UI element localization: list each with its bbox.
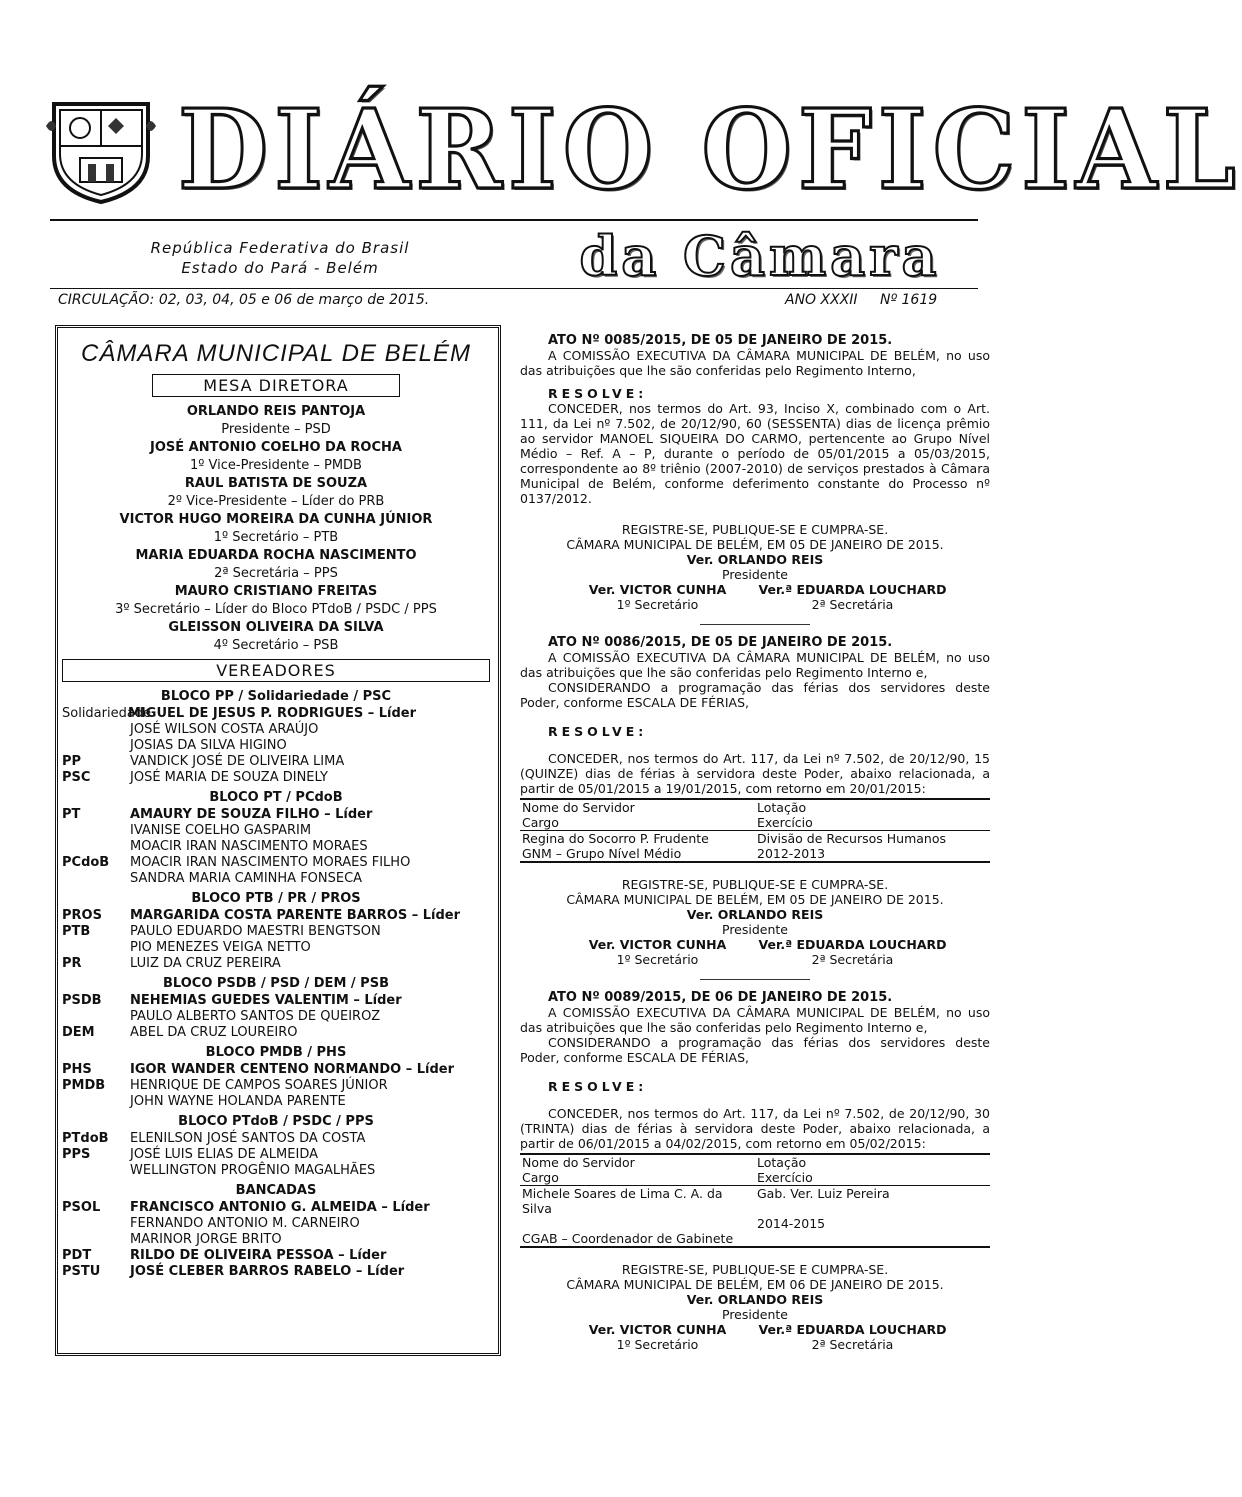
table-header-cell: Lotação <box>755 1154 990 1170</box>
vereador-row <box>62 706 490 722</box>
vereador-name: MARINOR JORGE BRITO <box>130 1232 282 1247</box>
bloco-title: BLOCO PT / PCdoB <box>209 790 343 805</box>
vereador-name: FERNANDO ANTONIO M. CARNEIRO <box>130 1216 360 1231</box>
vereador-row <box>62 823 490 839</box>
vereador-party <box>62 1009 130 1025</box>
signature-secretary-1 <box>560 937 755 967</box>
vereador-row <box>62 1216 490 1232</box>
vereador-party: PPS <box>62 1147 91 1162</box>
bloco-title: BLOCO PSDB / PSD / DEM / PSB <box>163 976 389 991</box>
vereador-party: PP <box>62 754 82 769</box>
vereador-name: ELENILSON JOSÉ SANTOS DA COSTA <box>130 1131 366 1146</box>
vereador-row <box>62 1131 490 1147</box>
ato-block <box>520 333 990 625</box>
vereador-party: PSC <box>62 770 91 785</box>
president-role: Presidente <box>722 567 788 582</box>
vereador-name: MOACIR IRAN NASCIMENTO MORAES FILHO <box>130 855 411 870</box>
vereador-party: PT <box>62 807 81 822</box>
vereador-row <box>62 1147 490 1163</box>
place-date: CÂMARA MUNICIPAL DE BELÉM, EM 05 DE JANEIRO DE 2015. <box>566 892 944 907</box>
ato-intro: A COMISSÃO EXECUTIVA DA CÂMARA MUNICIPAL DE BELÉM, no uso das atribuições que lhe são conferidas pelo Regimento Interno, <box>520 348 990 378</box>
vereador-party: Solidariedade <box>62 706 152 721</box>
ato-intro: A COMISSÃO EXECUTIVA DA CÂMARA MUNICIPAL DE BELÉM, no uso das atribuições que lhe são conferidas pelo Regimento Interno e, <box>520 650 990 680</box>
ato-body: CONCEDER, nos termos do Art. 117, da Lei nº 7.502, de 20/12/90, 30 (TRINTA) dias de férias à servidora deste Poder, abaixo relacionada, a partir de 06/01/2015 a 04/02/2015, com retorno em 05/02/2015: <box>520 1106 990 1151</box>
table-header-cell: Cargo <box>520 815 755 831</box>
vereador-name: NEHEMIAS GUEDES VALENTIM – Líder <box>130 993 402 1008</box>
table-cell: Divisão de Recursos Humanos <box>757 831 946 846</box>
vereador-party: PTdoB <box>62 1131 109 1146</box>
acts-column <box>520 333 990 1352</box>
mesa-list <box>62 403 490 655</box>
vereador-row <box>62 1232 490 1248</box>
vereador-row <box>62 871 490 887</box>
vereador-row <box>62 956 490 972</box>
place-date: CÂMARA MUNICIPAL DE BELÉM, EM 06 DE JANEIRO DE 2015. <box>566 1277 944 1292</box>
vereador-party: PDT <box>62 1248 92 1263</box>
vereador-party: PHS <box>62 1062 92 1077</box>
ato-intro: A COMISSÃO EXECUTIVA DA CÂMARA MUNICIPAL DE BELÉM, no uso das atribuições que lhe são conferidas pelo Regimento Interno e, <box>520 1005 990 1035</box>
ato-body: CONCEDER, nos termos do Art. 117, da Lei nº 7.502, de 20/12/90, 15 (QUINZE) dias de férias à servidora deste Poder, abaixo relacionada, a partir de 05/01/2015 a 19/01/2015, com retorno em 20/01/2015: <box>520 751 990 796</box>
circulation-dates: CIRCULAÇÃO: 02, 03, 04, 05 e 06 de março de 2015. <box>58 292 430 308</box>
ato-block <box>520 990 990 1352</box>
vereador-row <box>62 754 490 770</box>
mesa-member-role: 2ª Secretária – PPS <box>214 566 338 581</box>
vereador-name: RILDO DE OLIVEIRA PESSOA – Líder <box>130 1248 387 1263</box>
masthead-rule-bottom <box>50 288 978 289</box>
president-name: Ver. ORLANDO REIS <box>686 552 824 567</box>
vereador-row <box>62 1062 490 1078</box>
secretary-1-role: 1º Secretário <box>616 952 699 967</box>
vereador-row <box>62 770 490 786</box>
publish-line: REGISTRE-SE, PUBLIQUE-SE E CUMPRA-SE. <box>621 522 889 537</box>
table-header-row <box>520 815 990 831</box>
ato-considerando: CONSIDERANDO a programação das férias dos servidores deste Poder, conforme ESCALA DE FÉRIAS, <box>520 1035 990 1065</box>
vereador-name: SANDRA MARIA CAMINHA FONSECA <box>130 871 363 886</box>
vereador-party: PSDB <box>62 993 102 1008</box>
vereador-party: PCdoB <box>62 855 110 870</box>
mesa-member-role: 1º Secretário – PTB <box>213 530 339 545</box>
vereador-party: PMDB <box>62 1078 106 1093</box>
vereador-name: IVANISE COELHO GASPARIM <box>130 823 312 838</box>
table-cell: Michele Soares de Lima C. A. da Silva <box>522 1186 723 1216</box>
vereador-party <box>62 1232 130 1248</box>
vereadores-list <box>62 688 490 1280</box>
council-directory <box>62 336 490 1280</box>
signature-secretary-2 <box>755 582 950 612</box>
vereador-name: JOHN WAYNE HOLANDA PARENTE <box>130 1094 346 1109</box>
ato-considerando: CONSIDERANDO a programação das férias dos servidores deste Poder, conforme ESCALA DE FÉRIAS, <box>520 680 990 710</box>
vereador-row <box>62 855 490 871</box>
ato-body: CONCEDER, nos termos do Art. 93, Inciso X, combinado com o Art. 111, da Lei nº 7.502, de 20/12/90, 60 (SESSENTA) dias de licença prêmio ao servidor MANOEL SIQUEIRA DO CARMO, pertencente ao Grupo Nível Médio – Ref. A – P, durante o período de 05/01/2015 a 05/03/2015, correspondente ao 8º triênio (2007-2010) de serviços prestados à Câmara Municipal de Belém, conforme deferimento constante do Processo nº 0137/2012. <box>520 401 990 506</box>
secretary-1-name: Ver. VICTOR CUNHA <box>588 582 727 597</box>
secretary-2-name: Ver.ª EDUARDA LOUCHARD <box>758 937 947 952</box>
secretary-1-role: 1º Secretário <box>616 597 699 612</box>
vereador-party <box>62 1163 130 1179</box>
table-header-cell: Nome do Servidor <box>520 1154 755 1170</box>
vereador-party <box>62 871 130 887</box>
publisher-block <box>90 238 470 278</box>
signature-row <box>520 582 990 612</box>
vereador-party: PROS <box>62 908 102 923</box>
signature-row <box>520 937 990 967</box>
table-cell <box>520 1216 755 1231</box>
vereador-party <box>62 940 130 956</box>
bloco-title: BLOCO PP / Solidariedade / PSC <box>160 689 392 704</box>
mesa-member-role: 2º Vice-Presidente – Líder do PRB <box>167 494 385 509</box>
vereador-row <box>62 1025 490 1041</box>
table-cell: Regina do Socorro P. Frudente <box>522 831 709 846</box>
vereador-name: FRANCISCO ANTONIO G. ALMEIDA – Líder <box>130 1200 430 1215</box>
table-header-cell: Lotação <box>755 799 990 815</box>
newspaper-subtitle: da Câmara <box>579 224 941 288</box>
vereador-row <box>62 908 490 924</box>
masthead-rule-top <box>50 219 978 221</box>
table-row <box>520 1231 990 1247</box>
vereador-party: PTB <box>62 924 91 939</box>
vereador-name: PAULO ALBERTO SANTOS DE QUEIROZ <box>130 1009 381 1024</box>
servidor-table <box>520 1153 990 1248</box>
country-line: República Federativa do Brasil <box>150 239 410 257</box>
mesa-member-name: RAUL BATISTA DE SOUZA <box>184 476 368 491</box>
vereador-name: PIO MENEZES VEIGA NETTO <box>130 940 311 955</box>
vereador-name: MOACIR IRAN NASCIMENTO MORAES <box>130 839 368 854</box>
mesa-member-role: 4º Secretário – PSB <box>213 638 339 653</box>
ato-title: ATO Nº 0085/2015, DE 05 DE JANEIRO DE 2015. <box>548 333 893 348</box>
vereador-party: PSOL <box>62 1200 101 1215</box>
vereador-row <box>62 1248 490 1264</box>
vereador-party <box>62 722 130 738</box>
bloco-title: BLOCO PTdoB / PSDC / PPS <box>178 1114 374 1129</box>
signature-secretary-2 <box>755 1322 950 1352</box>
table-cell: 2014-2015 <box>757 1216 826 1231</box>
newspaper-title: DIÁRIO OFICIAL <box>178 84 1242 215</box>
edition-number: Nº 1619 <box>880 292 938 308</box>
secretary-1-role: 1º Secretário <box>616 1337 699 1352</box>
ato-title: ATO Nº 0086/2015, DE 05 DE JANEIRO DE 2015. <box>548 635 893 650</box>
signature-secretary-2 <box>755 937 950 967</box>
secretary-1-name: Ver. VICTOR CUNHA <box>588 937 727 952</box>
vereador-party <box>62 1094 130 1110</box>
vereador-party <box>62 823 130 839</box>
resolve-label: RESOLVE: <box>548 1079 648 1094</box>
vereador-row <box>62 1264 490 1280</box>
table-header-row <box>520 1170 990 1186</box>
publish-line: REGISTRE-SE, PUBLIQUE-SE E CUMPRA-SE. <box>621 877 889 892</box>
mesa-member-name: JOSÉ ANTONIO COELHO DA ROCHA <box>150 440 402 455</box>
mesa-member-name: ORLANDO REIS PANTOJA <box>186 404 366 419</box>
vereador-row <box>62 1078 490 1094</box>
vereador-row <box>62 722 490 738</box>
table-row <box>520 1186 990 1217</box>
table-header-cell: Exercício <box>755 1170 990 1186</box>
vereador-name: MIGUEL DE JESUS P. RODRIGUES – Líder <box>128 706 417 721</box>
vereador-name: JOSÉ WILSON COSTA ARAÚJO <box>130 722 319 737</box>
vereador-name: AMAURY DE SOUZA FILHO – Líder <box>130 807 373 822</box>
bloco-title: BLOCO PMDB / PHS <box>205 1045 347 1060</box>
vereador-name: JOSÉ MARIA DE SOUZA DINELY <box>130 770 328 785</box>
table-cell: GNM – Grupo Nível Médio <box>520 846 755 862</box>
vereador-name: JOSÉ CLEBER BARROS RABELO – Líder <box>130 1264 405 1279</box>
vereador-name: JOSIAS DA SILVA HIGINO <box>130 738 287 753</box>
place-date: CÂMARA MUNICIPAL DE BELÉM, EM 05 DE JANEIRO DE 2015. <box>566 537 944 552</box>
vereador-row <box>62 993 490 1009</box>
state-line: Estado do Pará - Belém <box>181 259 379 277</box>
mesa-member-role: 3º Secretário – Líder do Bloco PTdoB / PSDC / PPS <box>115 602 437 617</box>
vereador-row <box>62 1200 490 1216</box>
table-cell: CGAB – Coordenador de Gabinete <box>520 1231 755 1247</box>
act-separator <box>700 979 810 980</box>
act-separator <box>700 624 810 625</box>
vereador-row <box>62 940 490 956</box>
mesa-member-role: 1º Vice-Presidente – PMDB <box>190 458 362 473</box>
mesa-member-name: MAURO CRISTIANO FREITAS <box>174 584 378 599</box>
vereador-row <box>62 1094 490 1110</box>
vereador-name: IGOR WANDER CENTENO NORMANDO – Líder <box>130 1062 454 1077</box>
mesa-member-name: GLEISSON OLIVEIRA DA SILVA <box>168 620 384 635</box>
vereador-name: VANDICK JOSÉ DE OLIVEIRA LIMA <box>130 754 345 769</box>
vereador-row <box>62 807 490 823</box>
servidor-table <box>520 798 990 863</box>
vereador-name: PAULO EDUARDO MAESTRI BENGTSON <box>130 924 381 939</box>
vereador-party <box>62 1216 130 1232</box>
vereador-row <box>62 1009 490 1025</box>
vereador-name: WELLINGTON PROGÊNIO MAGALHÃES <box>130 1163 376 1178</box>
president-role: Presidente <box>722 1307 788 1322</box>
vereador-name: ABEL DA CRUZ LOUREIRO <box>130 1025 298 1040</box>
secretary-2-role: 2ª Secretária <box>811 952 894 967</box>
crest-emblem <box>46 96 156 206</box>
signature-secretary-1 <box>560 582 755 612</box>
table-header-row <box>520 799 990 815</box>
mesa-member-role: Presidente – PSD <box>221 422 331 437</box>
table-header-cell: Nome do Servidor <box>520 799 755 815</box>
table-cell: Gab. Ver. Luiz Pereira <box>757 1186 890 1201</box>
vereador-row <box>62 1163 490 1179</box>
signature-row <box>520 1322 990 1352</box>
table-header-cell: Exercício <box>755 815 990 831</box>
council-heading: CÂMARA MUNICIPAL DE BELÉM <box>81 340 471 367</box>
table-row <box>520 1216 990 1231</box>
ato-block <box>520 635 990 980</box>
secretary-2-role: 2ª Secretária <box>811 1337 894 1352</box>
table-row <box>520 831 990 847</box>
table-cell <box>755 1231 990 1247</box>
vereador-party: PSTU <box>62 1264 101 1279</box>
vereador-party <box>62 738 130 754</box>
publish-line: REGISTRE-SE, PUBLIQUE-SE E CUMPRA-SE. <box>621 1262 889 1277</box>
vereadores-heading: VEREADORES <box>62 659 490 682</box>
vereador-party: DEM <box>62 1025 95 1040</box>
table-row <box>520 846 990 862</box>
table-header-row <box>520 1154 990 1170</box>
vereador-row <box>62 839 490 855</box>
president-role: Presidente <box>722 922 788 937</box>
secretary-2-name: Ver.ª EDUARDA LOUCHARD <box>758 582 947 597</box>
vereador-party <box>62 839 130 855</box>
vereador-row <box>62 924 490 940</box>
vereador-name: MARGARIDA COSTA PARENTE BARROS – Líder <box>130 908 461 923</box>
vereador-name: LUIZ DA CRUZ PEREIRA <box>130 956 281 971</box>
vereador-party: PR <box>62 956 82 971</box>
mesa-diretora-heading: MESA DIRETORA <box>152 374 400 397</box>
vereador-name: JOSÉ LUIS ELIAS DE ALMEIDA <box>130 1147 318 1162</box>
vereador-row <box>62 738 490 754</box>
secretary-2-name: Ver.ª EDUARDA LOUCHARD <box>758 1322 947 1337</box>
table-cell: 2012-2013 <box>755 846 990 862</box>
ato-title: ATO Nº 0089/2015, DE 06 DE JANEIRO DE 2015. <box>548 990 893 1005</box>
signature-secretary-1 <box>560 1322 755 1352</box>
table-header-cell: Cargo <box>520 1170 755 1186</box>
edition-year: ANO XXXII <box>785 292 858 308</box>
secretary-2-role: 2ª Secretária <box>811 597 894 612</box>
resolve-label: RESOLVE: <box>548 386 648 401</box>
president-name: Ver. ORLANDO REIS <box>686 907 824 922</box>
resolve-label: RESOLVE: <box>548 724 648 739</box>
bloco-title: BLOCO PTB / PR / PROS <box>191 891 361 906</box>
bloco-title: BANCADAS <box>235 1183 317 1198</box>
president-name: Ver. ORLANDO REIS <box>686 1292 824 1307</box>
vereador-name: HENRIQUE DE CAMPOS SOARES JÚNIOR <box>130 1078 388 1093</box>
secretary-1-name: Ver. VICTOR CUNHA <box>588 1322 727 1337</box>
mesa-member-name: MARIA EDUARDA ROCHA NASCIMENTO <box>135 548 417 563</box>
mesa-member-name: VICTOR HUGO MOREIRA DA CUNHA JÚNIOR <box>119 512 433 527</box>
